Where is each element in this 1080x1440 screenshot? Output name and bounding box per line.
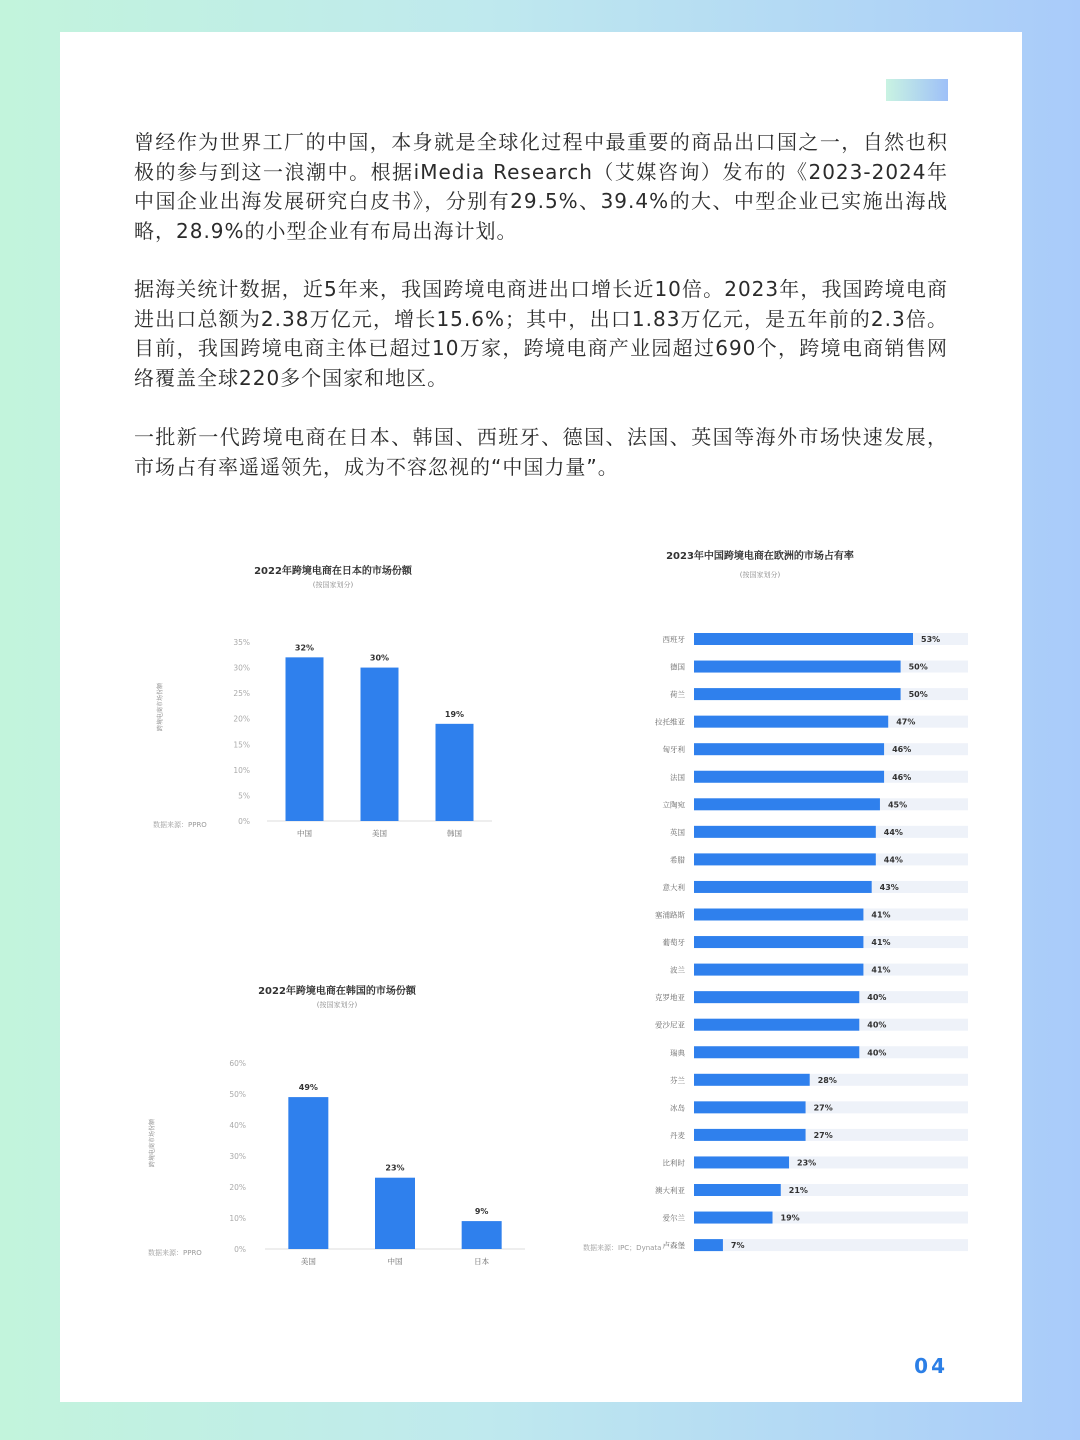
bar bbox=[694, 936, 863, 948]
bar bbox=[694, 661, 901, 673]
category-label: 爱尔兰 bbox=[662, 1213, 685, 1223]
chart-source: 数据来源：PPRO bbox=[148, 1249, 202, 1257]
bar bbox=[694, 853, 876, 865]
bar bbox=[436, 724, 474, 821]
bar-value-label: 40% bbox=[867, 1020, 887, 1030]
bar-value-label: 45% bbox=[887, 800, 908, 810]
y-tick-label: 20% bbox=[229, 1183, 246, 1192]
bar-value-label: 41% bbox=[871, 938, 891, 948]
bar-value-label: 27% bbox=[813, 1103, 833, 1113]
bar-value-label: 44% bbox=[883, 827, 903, 837]
bar-value-label: 23% bbox=[797, 1158, 817, 1168]
category-label: 拉托维亚 bbox=[655, 717, 685, 727]
category-label: 中国 bbox=[297, 829, 312, 838]
chart-subtitle: (按国家划分) bbox=[316, 1001, 358, 1009]
bar-value-label: 28% bbox=[817, 1075, 837, 1085]
category-label: 美国 bbox=[300, 1257, 316, 1266]
bar bbox=[694, 826, 876, 838]
bar bbox=[462, 1221, 502, 1249]
chart-source: 数据来源：PPRO bbox=[153, 821, 207, 829]
bar-value-label: 43% bbox=[879, 882, 899, 892]
bar bbox=[286, 657, 324, 821]
y-tick-label: 10% bbox=[229, 1214, 246, 1223]
bar bbox=[694, 633, 913, 645]
category-label: 比利时 bbox=[662, 1158, 685, 1168]
bar-value-label: 53% bbox=[921, 635, 941, 644]
category-label: 立陶宛 bbox=[662, 800, 685, 810]
category-label: 塞浦路斯 bbox=[655, 910, 685, 920]
y-tick-label: 30% bbox=[229, 1152, 246, 1161]
y-tick-label: 0% bbox=[238, 817, 250, 826]
category-label: 葡萄牙 bbox=[662, 938, 685, 948]
category-label: 希腊 bbox=[670, 855, 685, 865]
corner-accent-bar bbox=[886, 79, 948, 101]
bar-value-label: 40% bbox=[867, 1048, 887, 1058]
bar bbox=[694, 964, 863, 976]
bar bbox=[694, 1156, 789, 1168]
y-axis-label: 跨境电商市场份额 bbox=[157, 682, 164, 732]
y-tick-label: 20% bbox=[233, 714, 250, 724]
bar-value-label: 50% bbox=[908, 662, 928, 672]
y-tick-label: 5% bbox=[238, 791, 250, 801]
bar bbox=[694, 743, 884, 755]
bar-value-label: 49% bbox=[298, 1083, 318, 1093]
category-label: 西班牙 bbox=[662, 635, 685, 644]
bar-value-label: 40% bbox=[867, 993, 887, 1003]
paragraph-2: 据海关统计数据，近5年来，我国跨境电商进出口增长近10倍。2023年，我国跨境电商进出口总额为2.38万亿元，增长15.6%；其中，出口1.83万亿元，是五年前的2.3倍。目前，我国跨境电商主体已超过10万家，跨境电商产业园超过690个，跨境电商销售网络覆盖全球220多个国家和地区。 bbox=[134, 277, 948, 390]
bar bbox=[694, 771, 884, 783]
bar bbox=[375, 1178, 415, 1249]
korea-market-share-chart bbox=[140, 979, 540, 1264]
y-tick-label: 35% bbox=[233, 638, 250, 647]
category-label: 法国 bbox=[670, 772, 685, 782]
europe-market-share-chart bbox=[575, 544, 941, 1256]
category-label: 意大利 bbox=[662, 882, 685, 892]
bar-value-label: 41% bbox=[871, 910, 891, 920]
bar-value-label: 9% bbox=[474, 1207, 489, 1217]
category-label: 英国 bbox=[670, 827, 685, 837]
chart-title: 2022年跨境电商在韩国的市场份额 bbox=[258, 986, 416, 997]
y-tick-label: 10% bbox=[233, 765, 250, 775]
bar-value-label: 41% bbox=[871, 965, 891, 975]
category-label: 丹麦 bbox=[670, 1130, 685, 1140]
bar bbox=[288, 1097, 328, 1249]
bar bbox=[694, 688, 901, 700]
category-label: 冰岛 bbox=[670, 1103, 685, 1113]
bar bbox=[694, 1101, 806, 1113]
category-label: 日本 bbox=[474, 1257, 490, 1266]
chart-source: 数据来源：IPC；Dynata bbox=[583, 1244, 662, 1252]
bar bbox=[694, 1129, 806, 1141]
bar-value-label: 23% bbox=[385, 1163, 405, 1173]
y-tick-label: 50% bbox=[229, 1090, 246, 1099]
bar-value-label: 7% bbox=[730, 1241, 745, 1251]
bar-value-label: 30% bbox=[369, 653, 390, 663]
bar bbox=[694, 1074, 810, 1086]
category-label: 爱沙尼亚 bbox=[655, 1020, 685, 1030]
bar bbox=[694, 1184, 781, 1196]
bar bbox=[694, 1019, 859, 1031]
bar bbox=[694, 909, 863, 921]
y-tick-label: 25% bbox=[233, 689, 250, 699]
y-tick-label: 40% bbox=[229, 1121, 246, 1130]
bar bbox=[361, 668, 399, 821]
category-label: 美国 bbox=[372, 829, 387, 838]
category-label: 卢森堡 bbox=[662, 1241, 685, 1251]
bar bbox=[694, 1212, 773, 1224]
bar-value-label: 19% bbox=[444, 709, 465, 719]
bar-value-label: 46% bbox=[892, 772, 912, 782]
y-tick-label: 30% bbox=[233, 663, 250, 673]
chart-title: 2022年跨境电商在日本的市场份额 bbox=[254, 566, 412, 577]
category-label: 波兰 bbox=[670, 965, 685, 975]
y-tick-label: 0% bbox=[234, 1245, 246, 1254]
bar-value-label: 19% bbox=[780, 1213, 800, 1223]
category-label: 荷兰 bbox=[670, 690, 685, 700]
category-label: 中国 bbox=[387, 1257, 403, 1266]
bar bbox=[694, 1239, 723, 1251]
y-tick-label: 60% bbox=[229, 1059, 246, 1068]
japan-market-share-chart bbox=[145, 557, 535, 837]
bar-value-label: 44% bbox=[883, 855, 903, 865]
paragraph-3: 一批新一代跨境电商在日本、韩国、西班牙、德国、法国、英国等海外市场快速发展，市场占有率遥遥领先，成为不容忽视的“中国力量”。 bbox=[134, 425, 948, 479]
chart-title: 2023年中国跨境电商在欧洲的市场占有率 bbox=[666, 551, 854, 562]
bar bbox=[694, 991, 859, 1003]
page-number: 04 bbox=[914, 1354, 948, 1378]
chart-subtitle: (按国家划分) bbox=[312, 581, 354, 589]
report-page bbox=[60, 32, 1022, 1402]
bar-value-label: 32% bbox=[294, 643, 315, 653]
y-axis-label: 跨境电商市场份额 bbox=[149, 1118, 156, 1168]
chart-subtitle: (按国家划分) bbox=[739, 571, 781, 579]
bar-value-label: 50% bbox=[908, 690, 928, 700]
bar bbox=[694, 798, 880, 810]
bar bbox=[694, 1046, 859, 1058]
category-label: 澳大利亚 bbox=[655, 1186, 685, 1195]
category-label: 匈牙利 bbox=[662, 745, 685, 755]
y-tick-label: 15% bbox=[233, 740, 250, 750]
paragraph-1: 曾经作为世界工厂的中国，本身就是全球化过程中最重要的商品出口国之一，自然也积极的参与到这一浪潮中。根据iMedia Research（艾媒咨询）发布的《2023-2024年中国企业出海发展研究白皮书》，分别有29.5%、39.4%的大、中型企业已实施出海战略，28.9%的小型企业有布局出海计划。 bbox=[134, 130, 948, 243]
category-label: 韩国 bbox=[447, 829, 462, 838]
bar bbox=[694, 881, 872, 893]
category-label: 克罗地亚 bbox=[655, 993, 685, 1003]
bar-value-label: 46% bbox=[892, 745, 912, 755]
category-label: 瑞典 bbox=[670, 1048, 685, 1058]
bar bbox=[694, 716, 888, 728]
category-label: 芬兰 bbox=[670, 1075, 685, 1085]
bar-value-label: 47% bbox=[896, 717, 916, 727]
category-label: 德国 bbox=[670, 662, 685, 672]
bar-value-label: 21% bbox=[788, 1186, 808, 1195]
bar-value-label: 27% bbox=[813, 1130, 833, 1140]
